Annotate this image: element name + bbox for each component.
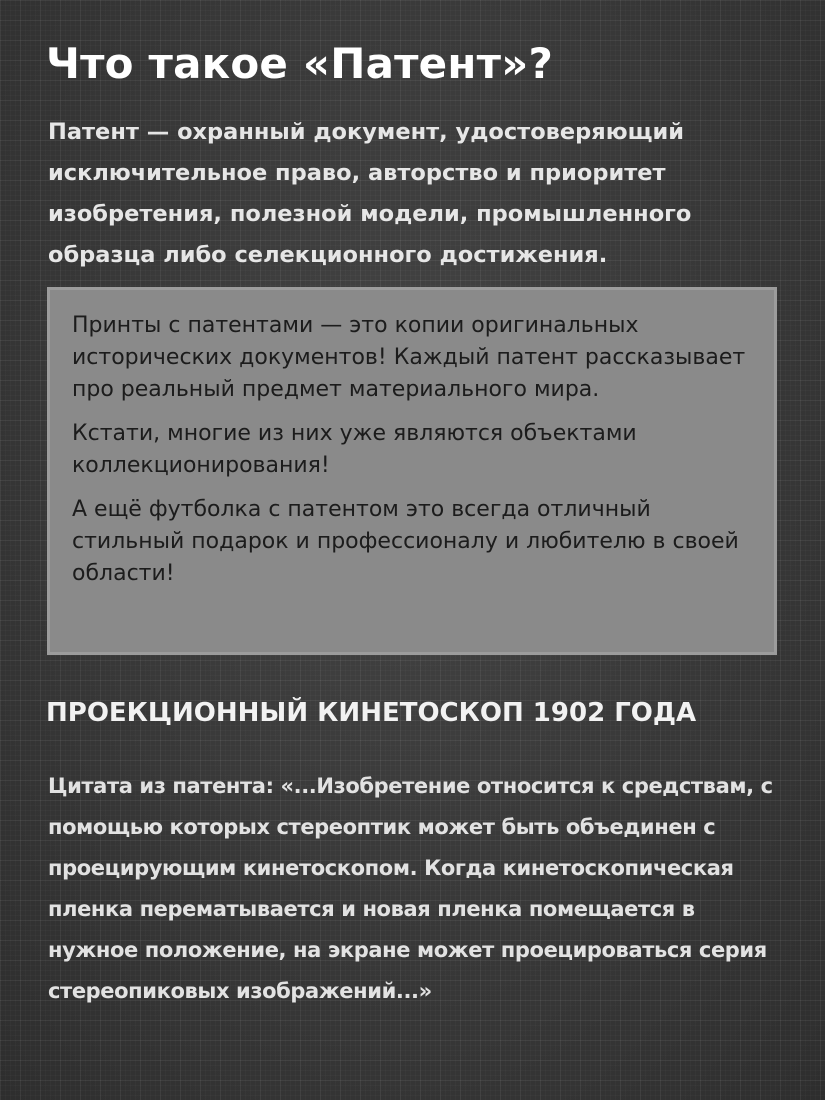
page-title: Что такое «Патент»?: [46, 39, 554, 88]
info-paragraph-prints: Принты с патентами — это копии оригинальных исторических документов! Каждый патент рассказывает про реальный предмет материального мира.: [72, 313, 746, 402]
info-paragraph-gift: А ещё футболка с патентом это всегда отличный стильный подарок и профессионалу и любителю в своей области!: [72, 497, 739, 586]
patent-quote: Цитата из патента: «...Изобретение относится к средствам, с помощью которых стереоптик может быть объединен с проецирующим кинетоскопом. Когда кинетоскопическая пленка перематывается и новая пленка помещается в нужное положение, на экране может проецироваться серия стереопиковых изображений...»: [48, 774, 773, 1003]
patent-definition: Патент — охранный документ, удостоверяющий исключительное право, авторство и приоритет изобретения, полезной модели, промышленного образца либо селекционного достижения.: [48, 119, 692, 268]
info-box: [47, 287, 777, 655]
info-paragraph-collecting: Кстати, многие из них уже являются объектами коллекционирования!: [72, 421, 637, 478]
patent-heading: ПРОЕКЦИОННЫЙ КИНЕТОСКОП 1902 ГОДА: [46, 698, 697, 728]
